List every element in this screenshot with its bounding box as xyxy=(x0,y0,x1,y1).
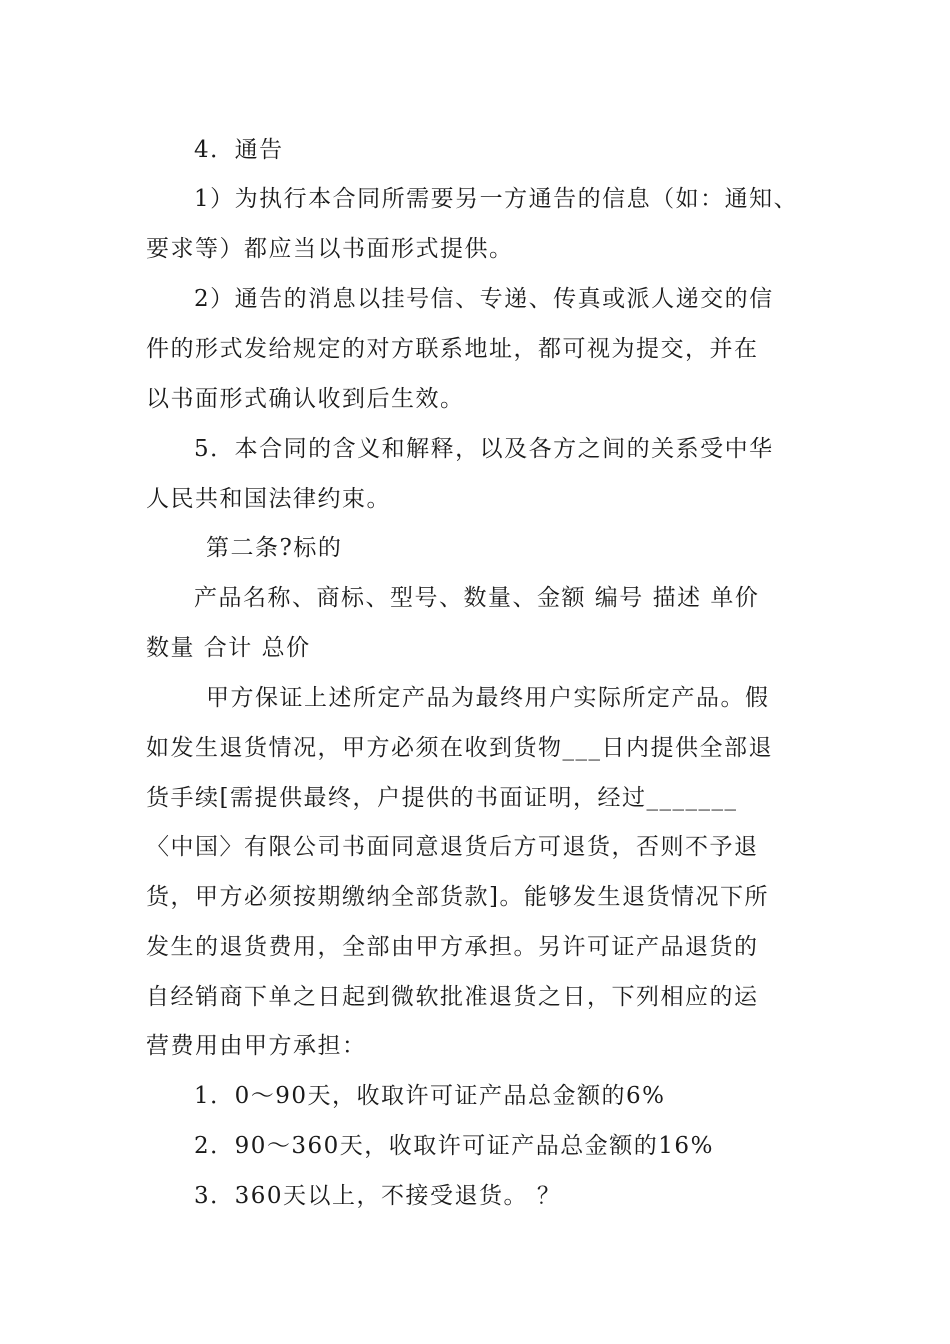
list-item: 1．0～90天，收取许可证产品总金额的6% xyxy=(194,1083,666,1109)
paragraph-line: 2）通告的消息以挂号信、专递、传真或派人递交的信 xyxy=(194,286,774,312)
paragraph-line: 货，甲方必须按期缴纳全部货款]。能够发生退货情况下所 xyxy=(146,884,769,910)
article-heading: 第二条?标的 xyxy=(206,535,343,561)
list-item: 3．360天以上，不接受退货。 ？ xyxy=(194,1183,562,1209)
paragraph-line: 以书面形式确认收到后生效。 xyxy=(146,386,465,412)
paragraph-line: 营费用由甲方承担： xyxy=(146,1033,367,1059)
paragraph-line: 数量 合计 总价 xyxy=(146,635,311,661)
paragraph-line: 产品名称、商标、型号、数量、金额 编号 描述 单价 xyxy=(194,585,760,611)
section-heading-notice: 4．通告 xyxy=(194,137,284,163)
paragraph-line: 〈中国〉有限公司书面同意退货后方可退货，否则不予退 xyxy=(146,834,759,860)
paragraph-line: 件的形式发给规定的对方联系地址，都可视为提交，并在 xyxy=(146,336,759,362)
paragraph-line: 要求等）都应当以书面形式提供。 xyxy=(146,236,514,262)
paragraph-line: 1）为执行本合同所需要另一方通告的信息（如：通知、 xyxy=(194,186,799,212)
paragraph-line: 5．本合同的含义和解释，以及各方之间的关系受中华 xyxy=(194,436,774,462)
paragraph-line: 甲方保证上述所定产品为最终用户实际所定产品。假 xyxy=(206,685,770,711)
paragraph-line: 自经销商下单之日起到微软批准退货之日，下列相应的运 xyxy=(146,984,759,1010)
paragraph-line: 发生的退货费用，全部由甲方承担。另许可证产品退货的 xyxy=(146,934,759,960)
list-item: 2．90～360天，收取许可证产品总金额的16% xyxy=(194,1133,714,1159)
paragraph-line: 货手续[需提供最终，户提供的书面证明，经过_______ xyxy=(146,785,738,811)
paragraph-line: 人民共和国法律约束。 xyxy=(146,486,391,512)
paragraph-line: 如发生退货情况，甲方必须在收到货物___日内提供全部退 xyxy=(146,735,773,761)
